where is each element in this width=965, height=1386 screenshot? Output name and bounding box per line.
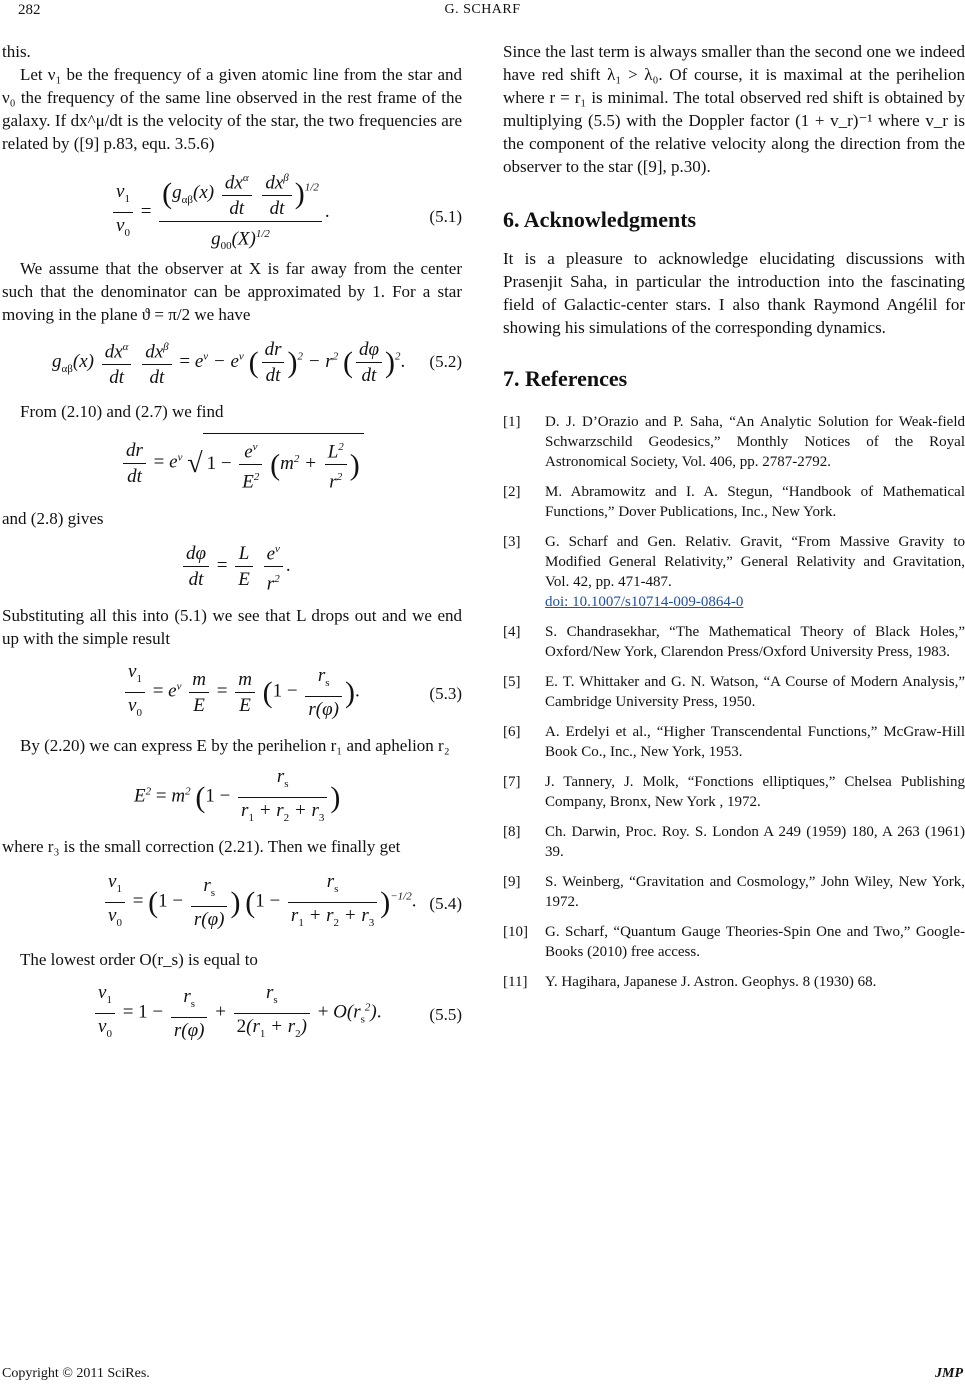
- reference-citation: S. Chandrasekhar, “The Mathematical Theory of Black Holes,” Oxford/New York, Clarendon Press/Oxford University Press, 1983.: [545, 624, 965, 660]
- reference-item: [503, 872, 965, 912]
- doi-link[interactable]: doi: 10.1007/s10714-009-0864-0: [545, 594, 744, 610]
- equation-drdt: $\frac{dr}{dt}$ = $e^\nu$ √ 1 − $\frac{e^\nu}{E^2}$ ($m^2$ + $\frac{L^2}{r^2}$ ): [2, 427, 462, 507]
- reference-citation: M. Abramowitz and I. A. Stegun, “Handbook of Mathematical Functions,” Dover Publications, Inc., New York.: [545, 484, 965, 520]
- paragraph-let: Let ν₁ be the frequency of a given atomic line from the star and ν₀ the frequency of the same line observed in the rest frame of the galaxy. If dx^μ/dt is the velocity of the star, the two frequencies are related by ([9] p.83, equ. 3.5.6): [2, 65, 462, 153]
- equation-number: (5.4): [429, 894, 462, 913]
- reference-item: [503, 822, 965, 862]
- reference-citation: S. Weinberg, “Gravitation and Cosmology,” John Wiley, New York, 1972.: [545, 874, 965, 910]
- reference-number: [3]: [503, 534, 521, 550]
- reference-text: [545, 672, 965, 712]
- reference-citation: A. Erdelyi et al., “Higher Transcendental Functions,” McGraw-Hill Book Co., Inc., New York, 1953.: [545, 724, 965, 760]
- reference-text: [545, 722, 965, 762]
- reference-text: [545, 622, 965, 662]
- equation-dphidt: $\frac{d\varphi}{dt}$ = $\frac{L}{E}$ $\frac{e^\nu}{r^2}$ .: [2, 534, 462, 604]
- running-title: G. SCHARF: [444, 2, 521, 17]
- journal-abbreviation: JMP: [935, 1366, 963, 1381]
- reference-item: [503, 772, 965, 812]
- reference-number: [11]: [503, 974, 528, 990]
- equation-number: (5.3): [429, 684, 462, 703]
- equation-number: (5.5): [429, 1005, 462, 1024]
- reference-citation: Y. Hagihara, Japanese J. Astron. Geophys. 8 (1930) 68.: [545, 974, 877, 990]
- reference-text: [545, 972, 965, 992]
- reference-item: [503, 412, 965, 472]
- paragraph-substituting: Substituting all this into (5.1) we see that L drops out and we end up with the simple result: [2, 606, 462, 648]
- reference-number: [4]: [503, 624, 521, 640]
- paragraph-since: Since the last term is always smaller than the second one we indeed have red shift λ₁ > λ₀. Of course, it is maximal at the perihelion where r = r₁ is minimal. The total observed red shift is obtained by multiplying (5.5) with the Doppler factor (1 + v_r)⁻¹ where v_r is the component of the relative velocity along the direction from the observer to the star ([9], p.30).: [503, 42, 965, 176]
- reference-item: [503, 922, 965, 962]
- reference-text: [545, 772, 965, 812]
- reference-text: [545, 412, 965, 472]
- paragraph-by-2-20: By (2.20) we can express E by the perihelion r₁ and aphelion r₂: [20, 736, 450, 755]
- reference-number: [7]: [503, 774, 521, 790]
- equation-5-5: $\frac{\nu_1}{\nu_0}$ = 1 − $\frac{r_s}{r(\varphi)}$ + $\frac{r_s}{2(r_1 + r_2)}$ + $O(r_s^2)$. (5.5): [2, 975, 462, 1055]
- reference-number: [1]: [503, 414, 521, 430]
- reference-item: [503, 972, 965, 992]
- paragraph-this: this.: [2, 42, 31, 61]
- paragraph-acknowledgments: It is a pleasure to acknowledge elucidating discussions with Prasenjit Saha, in particular the introduction into the fascinating field of Galactic-center stars. I also thank Raymond Angélil for showing his simulations of the corresponding dynamics.: [503, 249, 965, 337]
- reference-number: [8]: [503, 824, 521, 840]
- copyright-notice: Copyright © 2011 SciRes.: [2, 1366, 150, 1381]
- reference-item: [503, 672, 965, 712]
- paragraph-from: From (2.10) and (2.7) we find: [20, 402, 224, 421]
- reference-number: [9]: [503, 874, 521, 890]
- reference-number: [5]: [503, 674, 521, 690]
- reference-text: [545, 532, 965, 612]
- equation-e2: $E^2 = m^2$ (1 − $\frac{r_s}{r_1 + r_2 + r_3}$ ): [134, 766, 341, 824]
- equation-number: (5.2): [429, 352, 462, 371]
- reference-citation: E. T. Whittaker and G. N. Watson, “A Course of Modern Analysis,” Cambridge University Press, 1950.: [545, 674, 965, 710]
- reference-number: [2]: [503, 484, 521, 500]
- left-column: [2, 40, 462, 1055]
- paragraph-and-2-8: and (2.8) gives: [2, 509, 104, 528]
- right-column: [503, 40, 965, 1002]
- reference-item: [503, 722, 965, 762]
- reference-item: [503, 532, 965, 612]
- section-heading-acknowledgments: 6. Acknowledgments: [503, 207, 697, 232]
- section-heading-references: 7. References: [503, 366, 628, 391]
- equation-5-2: $g_{\alpha\beta}(x)$ $\frac{dx^\alpha}{dt}$ $\frac{dx^\beta}{dt}$ = $e^\nu - e^\nu$ ( $\frac{dr}{dt}$ )$^2 - r^2$ ( $\frac{d\varphi}{dt}$ )$^2$. (5.2): [2, 330, 462, 400]
- equation-5-3: $\frac{\nu_1}{\nu_0}$ = $e^\nu$ $\frac{m}{E}$ = $\frac{m}{E}$ (1 − $\frac{r_s}{r(\varphi)}$ ). (5.3): [2, 654, 462, 734]
- paragraph-where: where r₃ is the small correction (2.21). Then we finally get: [2, 837, 401, 856]
- equation-5-1: $\frac{\nu_1}{\nu_0}$ = ($g_{\alpha\beta}(x)$ $\frac{dx^\alpha}{dt}$ $\frac{dx^\beta}{dt}$ )$^{1/2}$ $g_{00}(X)^{1/2}$ . (5.1): [2, 161, 462, 257]
- equation-number: (5.1): [429, 207, 462, 226]
- reference-number: [6]: [503, 724, 521, 740]
- reference-citation: Ch. Darwin, Proc. Roy. S. London A 249 (1959) 180, A 263 (1961) 39.: [545, 824, 965, 860]
- reference-item: [503, 482, 965, 522]
- reference-number: [10]: [503, 924, 528, 940]
- paragraph-assume: We assume that the observer at X is far away from the center such that the denominator can be approximated by 1. For a star moving in the plane ϑ = π/2 we have: [2, 259, 462, 324]
- reference-citation: G. Scharf and Gen. Relativ. Gravit, “From Massive Gravity to Modified General Relativity,” General Relativity and Gravitation, Vol. 42, pp. 471-487.: [545, 534, 965, 590]
- reference-text: [545, 482, 965, 522]
- reference-item: [503, 622, 965, 662]
- reference-citation: D. J. D’Orazio and P. Saha, “An Analytic Solution for Weak-field Schwarzschild Geodesics,” Monthly Notices of the Royal Astronomical Society, Vol. 406, pp. 2787-2792.: [545, 414, 965, 470]
- reference-list: [503, 412, 965, 992]
- reference-citation: G. Scharf, “Quantum Gauge Theories-Spin One and Two,” Google-Books (2010) free access.: [545, 924, 965, 960]
- equation-5-4: $\frac{\nu_1}{\nu_0}$ = (1 − $\frac{r_s}{r(\varphi)}$ ) (1 − $\frac{r_s}{r_1 + r_2 + r_3}$ )$^{-1/2}$. (5.4): [2, 864, 462, 948]
- reference-text: [545, 822, 965, 862]
- page-number: 282: [18, 2, 41, 18]
- reference-text: [545, 872, 965, 912]
- reference-text: [545, 922, 965, 962]
- reference-citation: J. Tannery, J. Molk, “Fonctions elliptiques,” Chelsea Publishing Company, Bronx, New York , 1972.: [545, 774, 965, 810]
- paragraph-lowest: The lowest order O(r_s) is equal to: [20, 950, 258, 969]
